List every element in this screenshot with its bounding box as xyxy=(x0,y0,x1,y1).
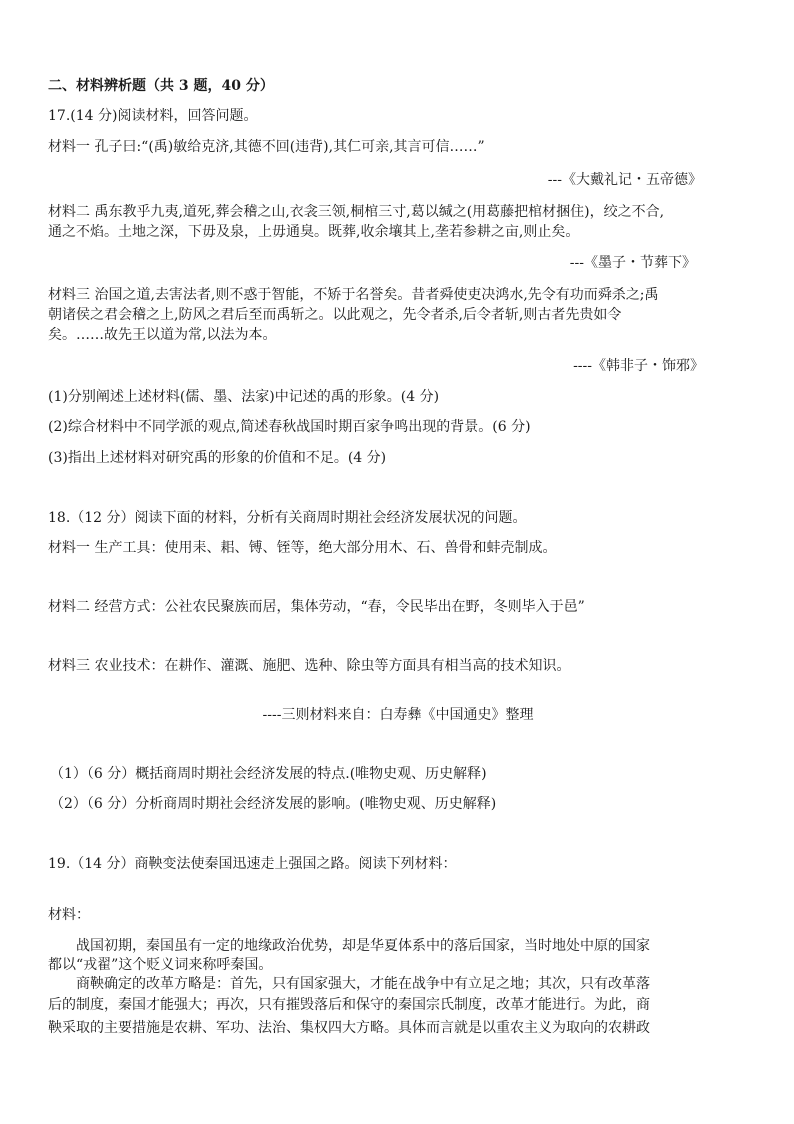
q17-material-1: 材料一 孔子曰:“(禹)敏给克济,其德不回(违背),其仁可亲,其言可信……” xyxy=(48,139,485,155)
q17-material-3-source: ----《韩非子・饰邪》 xyxy=(573,358,704,374)
q19-paragraph-2-line-1: 商鞅确定的改革方略是：首先，只有国家强大，才能在战争中有立足之地；其次，只有改革落 xyxy=(76,976,650,992)
q17-material-1-source: ---《大戴礼记・五帝德》 xyxy=(547,172,702,188)
q19-paragraph-1-line-1: 战国初期，秦国虽有一定的地缘政治优势，却是华夏体系中的落后国家，当时地处中原的国家 xyxy=(76,938,650,954)
q18-source: ----三则材料来自：白寿彝《中国通史》整理 xyxy=(262,707,534,723)
q17-sub-question-2: (2)综合材料中不同学派的观点,简述春秋战国时期百家争鸣出现的背景。(6 分) xyxy=(48,419,531,435)
q17-material-3-line-2: 朝诸侯之君会稽之上,防风之君后至而禹斩之。以此观之，先令者杀,后令者斩,则古者先贵如令 xyxy=(48,307,622,323)
q18-sub-question-2: （2）（6 分）分析商周时期社会经济发展的影响。(唯物史观、历史解释) xyxy=(50,796,497,812)
q19-paragraph-2-line-2: 后的制度，秦国才能强大；再次，只有摧毁落后和保守的秦国宗氏制度，改革才能进行。为此，商 xyxy=(48,997,650,1013)
q18-intro: 18.（12 分）阅读下面的材料，分析有关商周时期社会经济发展状况的问题。 xyxy=(48,510,527,526)
q17-material-3-line-3: 矣。……故先王以道为常,以法为本。 xyxy=(48,327,277,343)
section-title: 二、材料辨析题（共 3 题，40 分） xyxy=(48,78,274,94)
q19-paragraph-1-line-2: 都以“戎翟”这个贬义词来称呼秦国。 xyxy=(48,957,273,973)
q17-material-2-line-2: 通之不焰。土地之深，下毋及泉，上毋通臭。既葬,收余壤其上,垄若参耕之亩,则止矣。 xyxy=(48,224,580,240)
q19-intro: 19.（14 分）商鞅变法使秦国迅速走上强国之路。阅读下列材料： xyxy=(48,856,457,872)
q17-material-2-line-1: 材料二 禹东教乎九夷,道死,葬会稽之山,衣衾三领,桐棺三寸,葛以缄之(用葛藤把棺材捆住)，绞之不合, xyxy=(48,204,665,220)
q18-material-1: 材料一 生产工具：使用耒、耜、镈、铚等，绝大部分用木、石、兽骨和蚌壳制成。 xyxy=(48,540,557,556)
q17-sub-question-1: (1)分别阐述上述材料(儒、墨、法家)中记述的禹的形象。(4 分) xyxy=(48,389,440,405)
q19-paragraph-2-line-3: 鞅采取的主要措施是农耕、军功、法治、集权四大方略。具体而言就是以重农主义为取向的农耕政 xyxy=(48,1020,650,1036)
q17-intro: 17.(14 分)阅读材料，回答问题。 xyxy=(48,108,258,124)
q17-material-2-source: ---《墨子・节葬下》 xyxy=(569,255,696,271)
q18-material-3: 材料三 农业技术：在耕作、灌溉、施肥、选种、除虫等方面具有相当高的技术知识。 xyxy=(48,658,571,674)
q19-material-label: 材料： xyxy=(48,907,90,923)
q18-material-2: 材料二 经营方式：公社农民聚族而居，集体劳动，“春，令民毕出在野，冬则毕入于邑” xyxy=(48,599,585,615)
q17-material-3-line-1: 材料三 治国之道,去害法者,则不惑于智能，不矫于名誉矣。昔者舜使吏决鸿水,先令有功而舜杀之;禹 xyxy=(48,287,659,303)
q17-sub-question-3: (3)指出上述材料对研究禹的形象的价值和不足。(4 分) xyxy=(48,450,387,466)
q18-sub-question-1: （1）（6 分）概括商周时期社会经济发展的特点.(唯物史观、历史解释) xyxy=(50,766,487,782)
